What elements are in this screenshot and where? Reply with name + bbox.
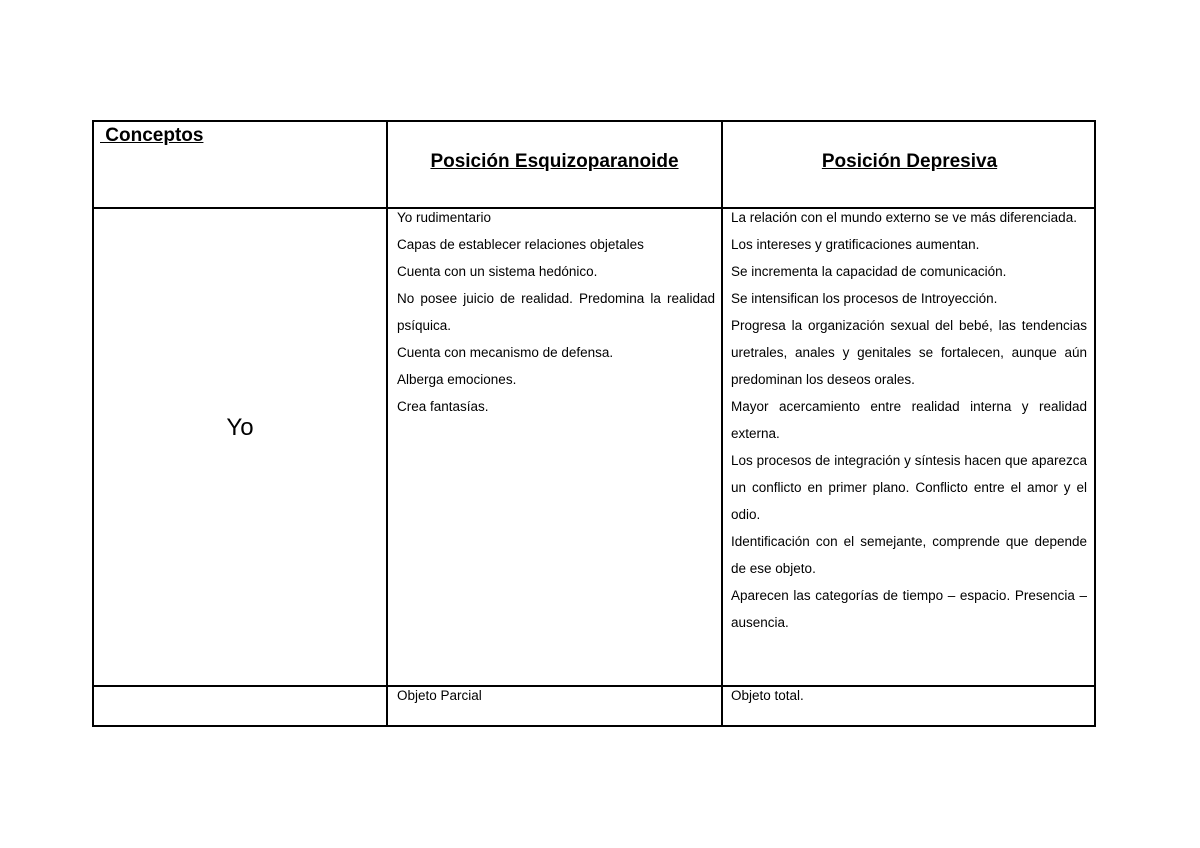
list-item: Se incrementa la capacidad de comunicación. — [731, 264, 1007, 279]
esquizo-yo-list — [397, 204, 715, 420]
header-concepts: Conceptos — [100, 125, 204, 146]
header-depresiva: Posición Depresiva — [821, 151, 998, 172]
list-item: Cuenta con un sistema hedónico. — [397, 264, 598, 279]
list-item: Identificación con el semejante, comprende que depende de ese objeto. — [731, 534, 1087, 576]
header-esquizoparanoide: Posición Esquizoparanoide — [430, 151, 679, 172]
row-divider — [94, 685, 1094, 687]
list-item: Capas de establecer relaciones objetales — [397, 237, 644, 252]
list-item: Mayor acercamiento entre realidad interna y realidad externa. — [731, 399, 1087, 441]
column-divider — [386, 122, 388, 725]
row-label-yo: Yo — [226, 414, 254, 441]
list-item: Se intensifican los procesos de Introyección. — [731, 291, 998, 306]
list-item: Progresa la organización sexual del bebé, las tendencias uretrales, anales y genitales se fortalecen, aunque aún predominan los deseos orales. — [731, 318, 1087, 387]
depresiva-yo-list — [731, 204, 1087, 636]
list-item: La relación con el mundo externo se ve más diferenciada. — [731, 210, 1077, 225]
list-item: Los intereses y gratificaciones aumentan. — [731, 237, 980, 252]
list-item: No posee juicio de realidad. Predomina la realidad psíquica. — [397, 291, 715, 333]
list-item: Alberga emociones. — [397, 372, 517, 387]
list-item: Aparecen las categorías de tiempo – espacio. Presencia – ausencia. — [731, 588, 1087, 630]
esquizo-objeto-text: Objeto Parcial — [397, 688, 482, 703]
column-divider — [721, 122, 723, 725]
concepts-table — [92, 120, 1096, 727]
list-item: Los procesos de integración y síntesis hacen que aparezca un conflicto en primer plano. Conflicto entre el amor y el odio. — [731, 453, 1087, 522]
list-item: Yo rudimentario — [397, 210, 492, 225]
list-item: Cuenta con mecanismo de defensa. — [397, 345, 614, 360]
depresiva-objeto-text: Objeto total. — [731, 688, 804, 703]
list-item: Crea fantasías. — [397, 399, 489, 414]
